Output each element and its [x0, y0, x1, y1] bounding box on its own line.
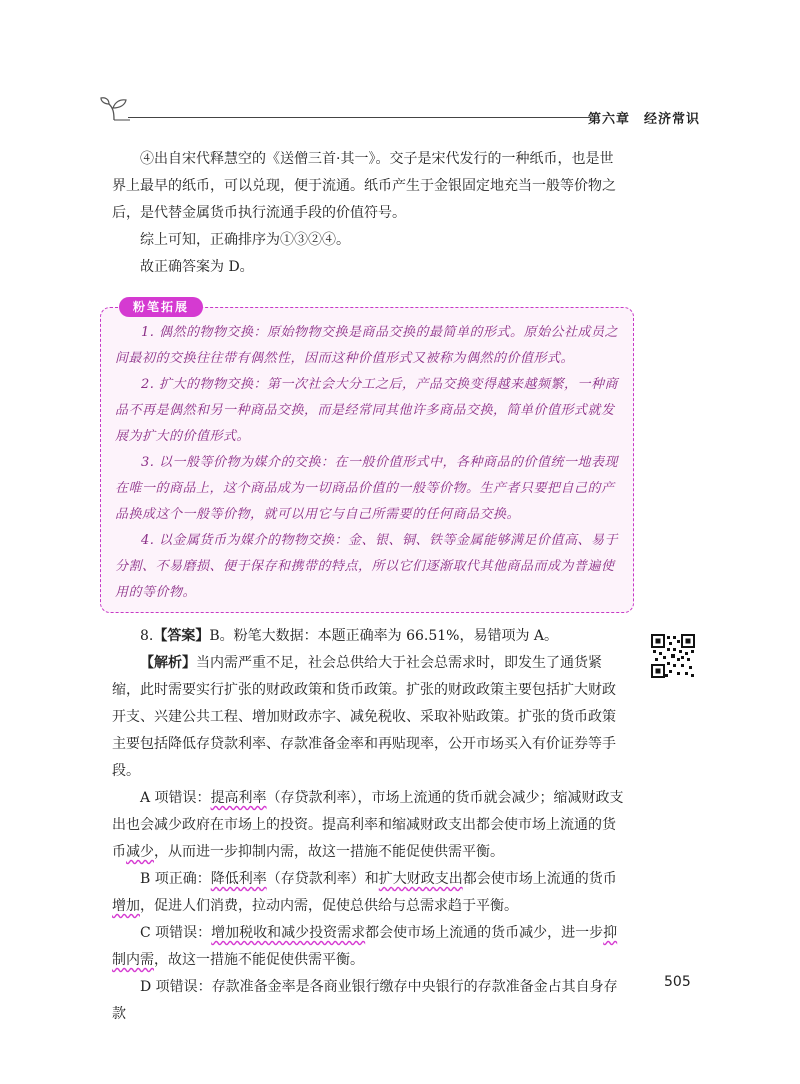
option-d-lead: D 项错误： — [140, 979, 212, 995]
option-b-text-1: （存贷款利率）和 — [266, 871, 379, 887]
option-c-text-1: 都会使市场上流通的货币减少，进一步 — [365, 925, 604, 941]
q8-analysis — [112, 650, 624, 785]
analysis-text: 当内需严重不足，社会总供给大于社会总需求时，即发生了通货紧缩，此时需要实行扩张的财政政策和货币政策。扩张的财政政策主要包括扩大财政开支、兴建公共工程、增加财政赤字、减免税收、采取补贴政策。扩张的货币政策主要包括降低存贷款利率、存款准备金率和再贴现率，公开市场买入有价证券等手段。 — [112, 655, 616, 779]
analysis-tag: 【解析】 — [140, 655, 196, 671]
option-d — [112, 974, 624, 1028]
option-b — [112, 866, 624, 920]
option-a-text-1: （存贷款利率），市场上流通的货币就会减少；缩减财政支出也会减少政府在市场上的投资。提高利率和缩减财政支出都会使市场上流通的货币 — [112, 790, 624, 860]
extension-item-3: 3. 以一般等价物为媒介的交换：在一般价值形式中，各种商品的价值统一地表现在唯一的商品上，这个商品成为一切商品价值的一般等价物。生产者只要把自己的产品换成这个一般等价物，就可以用它与自己所需要的任何商品交换。 — [115, 455, 619, 522]
option-b-highlight-3: 增加 — [112, 898, 140, 914]
intro-paragraph-3: 故正确答案为 D。 — [140, 259, 254, 275]
option-c-lead: C 项错误： — [140, 925, 212, 941]
chapter-title: 经济常识 — [643, 112, 700, 127]
option-a-highlight-1: 提高利率 — [210, 790, 267, 806]
extension-title: 粉笔拓展 — [119, 297, 203, 317]
option-b-text-3: ，促进人们消费，拉动内需，促使总供给与总需求趋于平衡。 — [140, 898, 518, 914]
chapter-heading — [588, 108, 700, 127]
option-b-highlight-2: 扩大财政支出 — [378, 871, 463, 887]
chapter-number: 第六章 — [587, 112, 630, 127]
extension-item-4: 4. 以金属货币为媒介的物物交换：金、银、铜、铁等金属能够满足价值高、易于分割、不易磨损、便于保存和携带的特点，所以它们逐渐取代其他商品而成为普遍使用的等价物。 — [115, 533, 619, 600]
intro-paragraph-1: ④出自宋代释慧空的《送僧三首·其一》。交子是宋代发行的一种纸币，也是世界上最早的纸币，可以兑现，便于流通。纸币产生于金银固定地充当一般等价物之后，是代替金属货币执行流通手段的价值符号。 — [112, 151, 616, 221]
option-c-highlight-2: 抑制内需 — [112, 925, 618, 968]
answer-text: B。粉笔大数据：本题正确率为 66.51%，易错项为 A。 — [209, 628, 559, 644]
option-a — [112, 785, 624, 866]
intro-paragraph-2: 综上可知，正确排序为①③②④。 — [140, 232, 350, 248]
option-b-highlight-1: 降低利率 — [210, 871, 267, 887]
q8-number: 8. — [140, 628, 154, 644]
option-a-highlight-2: 减少 — [126, 844, 154, 860]
option-b-text-2: 都会使市场上流通的货币 — [462, 871, 617, 887]
page-number: 505 — [664, 974, 691, 990]
option-c-text-2: ，故这一措施不能促使供需平衡。 — [154, 952, 364, 968]
option-a-text-2: ，从而进一步抑制内需，故这一措施不能促使供需平衡。 — [154, 844, 504, 860]
page-body — [112, 146, 624, 1028]
q8-answer — [112, 623, 624, 650]
option-b-lead: B 项正确： — [140, 871, 211, 887]
header-rule — [128, 117, 590, 118]
extension-item-1: 1. 偶然的物物交换：原始物物交换是商品交换的最简单的形式。原始公社成员之间最初的交换往往带有偶然性，因而这种价值形式又被称为偶然的价值形式。 — [115, 325, 619, 366]
extension-box — [100, 300, 634, 613]
option-a-lead: A 项错误： — [140, 790, 211, 806]
option-d-text-1: 存款准备金率是各商业银行缴存中央银行的存款准备金占其自身存款 — [112, 979, 618, 1022]
sprout-icon — [100, 96, 130, 122]
answer-tag: 【答案】 — [153, 628, 210, 644]
extension-item-2: 2. 扩大的物物交换：第一次社会大分工之后，产品交换变得越来越频繁，一种商品不再是偶然和另一种商品交换，而是经常同其他许多商品交换，简单价值形式就发展为扩大的价值形式。 — [115, 377, 619, 444]
option-c-highlight-1: 增加税收和减少投资需求 — [211, 925, 366, 941]
option-c — [112, 920, 624, 974]
qr-code-icon[interactable] — [651, 634, 695, 678]
page-header — [100, 96, 700, 126]
